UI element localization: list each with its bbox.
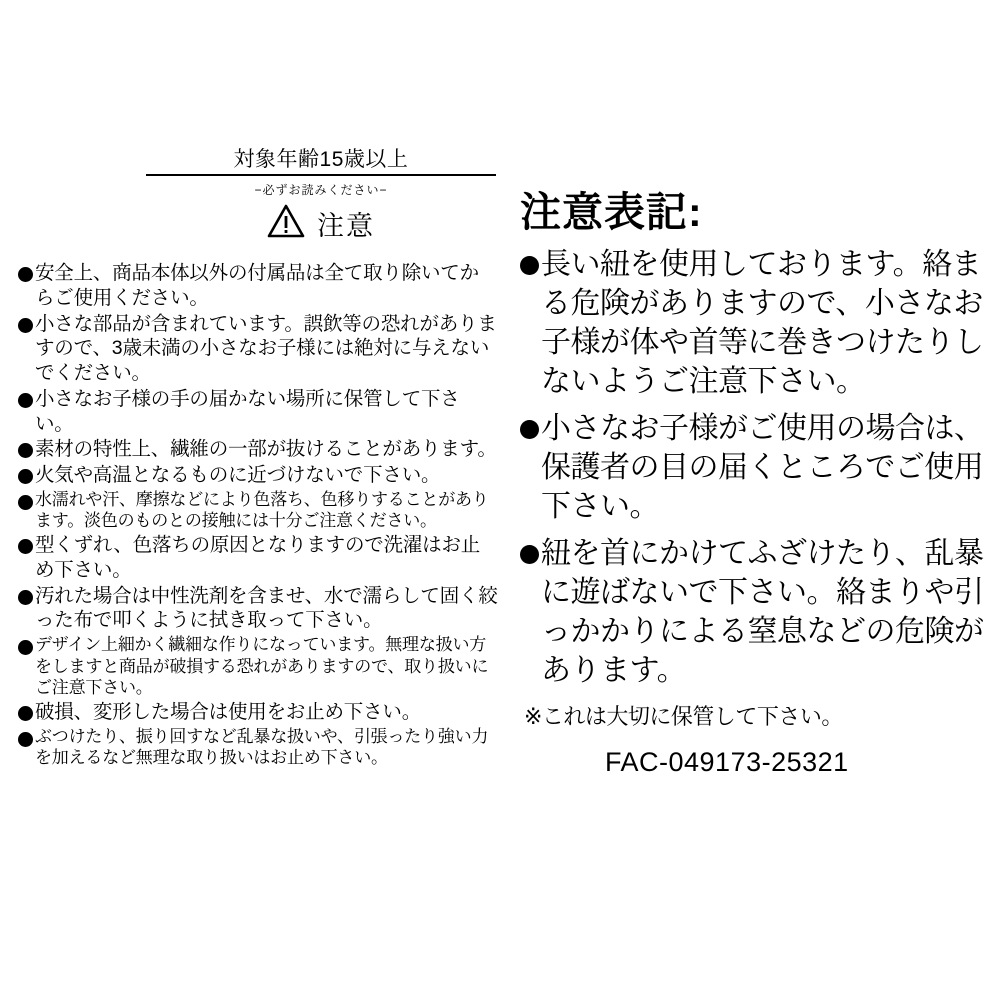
list-item-text: 破損、変形した場合は使用をお止め下さい。 — [35, 700, 422, 723]
list-item-text: 素材の特性上、繊維の一部が抜けることがあります。 — [35, 438, 497, 461]
warning-triangle-icon — [267, 204, 305, 243]
left-column — [18, 148, 498, 770]
list-item — [18, 463, 498, 488]
list-item-text: 水濡れや汗、摩擦などにより色落ち、色移りすることがあります。淡色のものとの接触には十分ご注意ください。 — [35, 489, 489, 531]
bullet-dot-icon — [520, 256, 539, 275]
bullet-dot-icon — [18, 590, 33, 605]
left-bullet-list — [18, 261, 498, 769]
list-item — [520, 245, 990, 401]
list-item — [18, 387, 498, 437]
bullet-dot-icon — [520, 420, 539, 439]
bullet-dot-icon — [18, 640, 33, 655]
product-code: FAC-049173-25321 — [605, 747, 849, 778]
section-title: 注意表記: — [520, 189, 703, 235]
list-item-text: 小さな部品が含まれています。誤飲等の恐れがありますので、3歳未満の小さなお子様には絶対に与えないでください。 — [35, 312, 497, 385]
bullet-dot-icon — [18, 706, 33, 721]
bullet-dot-icon — [18, 495, 33, 510]
list-item-text: 汚れた場合は中性洗剤を含ませ、水で濡らして固く絞った布で叩くように拭き取って下さい。 — [35, 584, 498, 632]
bullet-dot-icon — [18, 539, 33, 554]
bullet-dot-icon — [520, 545, 539, 564]
list-item — [18, 533, 498, 583]
list-item-text: 紐を首にかけてふざけたり、乱暴に遊ばないで下さい。絡まりや引っかかりによる窒息などの危険があります。 — [541, 537, 984, 688]
list-item-text: ぶつけたり、振り回すなど乱暴な扱いや、引張ったり強い力を加えるなど無理な取り扱いはお止め下さい。 — [35, 726, 489, 768]
list-item — [18, 489, 498, 532]
list-item-text: 長い紐を使用しております。絡まる危険がありますので、小さなお子様が体や首等に巻きつけたりしないようご注意下さい。 — [541, 248, 984, 399]
bullet-dot-icon — [18, 732, 33, 747]
list-item — [18, 634, 498, 699]
list-item — [18, 726, 498, 769]
must-read-notice: −必ずお読みください− — [254, 183, 388, 198]
list-item — [18, 437, 498, 462]
storage-note: ※これは大切に保管して下さい。 — [524, 704, 843, 730]
bullet-dot-icon — [18, 469, 33, 484]
list-item — [520, 534, 990, 690]
right-column — [520, 190, 990, 778]
list-item-text: 型くずれ、色落ちの原因となりますので洗濯はお止め下さい。 — [35, 534, 481, 581]
list-item-text: 安全上、商品本体以外の付属品は全て取り除いてからご使用ください。 — [35, 262, 479, 309]
list-item — [520, 409, 990, 526]
bullet-dot-icon — [18, 267, 33, 282]
caution-heading — [146, 204, 496, 243]
list-item-text: 小さなお子様がご使用の場合は、保護者の目の届くところでご使用下さい。 — [541, 412, 984, 524]
bullet-dot-icon — [18, 318, 33, 333]
list-item-text: デザイン上細かく繊細な作りになっています。無理な扱い方をしますと商品が破損する恐れがありますので、取り扱いにご注意下さい。 — [35, 635, 489, 698]
age-notice: 対象年齢15歳以上 — [146, 148, 496, 176]
list-item — [18, 584, 498, 634]
list-item-text: 小さなお子様の手の届かない場所に保管して下さい。 — [35, 387, 460, 435]
list-item — [18, 261, 498, 311]
list-item — [18, 700, 498, 725]
caution-label: 注意 — [317, 211, 375, 242]
bullet-dot-icon — [18, 393, 33, 408]
bullet-dot-icon — [18, 443, 33, 458]
list-item — [18, 312, 498, 386]
list-item-text: 火気や高温となるものに近づけないで下さい。 — [35, 464, 441, 487]
